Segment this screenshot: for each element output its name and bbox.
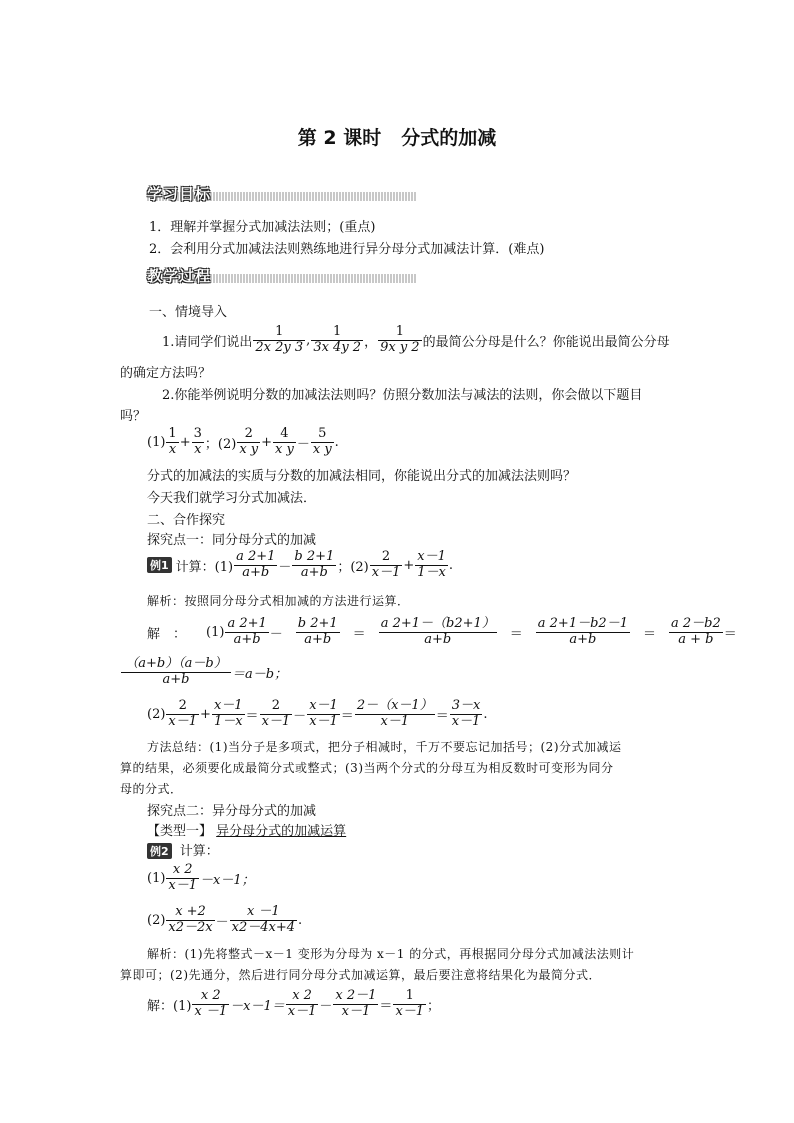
- fraction: $\frac{2}{\text{x y}}$: [239, 425, 259, 457]
- fraction: $\frac{1}{x-1}$: [395, 987, 425, 1019]
- fraction: $\frac{a 2+1-b2-1}{a+b}$: [537, 615, 628, 647]
- goal-2: 2．会利用分式加减法法则熟练地进行异分母分式加减法计算．(难点): [149, 242, 545, 257]
- analysis-2-line1: 解析：(1)先将整式－x－1 变形为分母为 x－1 的分式，再根据同分母分式加减法法则计: [147, 947, 635, 961]
- intro-line-b: 今天我们就学习分式加减法．: [147, 491, 317, 506]
- example-1: 例1 计算：(1) $\frac{a 2+1}{a+b}$ － $\frac{b 2+1}{a+b}$ ；(2) $\frac{2}{x-1}$ + $\frac{x-1}{1-x}$ .: [147, 545, 453, 585]
- fraction: $\frac{a 2+1}{a+b}$: [236, 548, 276, 580]
- analysis-2-line2: 算即可；(2)先通分，然后进行同分母分式加减运算，最后要注意将结果化为最简分式．: [120, 968, 602, 982]
- explore-point1: 探究点一：同分母分式的加减: [147, 533, 317, 548]
- fraction: $\frac{(a+b)(a-b)}{a+b}$: [121, 657, 231, 688]
- example-2-part1: (1) $\frac{x 2}{x-1}$ －x－1；: [147, 861, 255, 893]
- solution-1-part2: (2) $\frac{2}{x-1}$ + $\frac{x-1}{1-x}$ ＝ $\frac{2}{x-1}$ － $\frac{x-1}{x-1}$ ＝ $\frac{2-(x-1)}{x-1}$ ＝ $\frac{3-x}{x-1}$ .: [147, 697, 488, 729]
- fraction: $\frac{4}{\text{x y}}$: [275, 425, 294, 457]
- intro-line-a: 分式的加减法的实质与分数的加减法相同，你能说出分式的加减法法则吗？: [147, 469, 577, 484]
- type-1-title: 异分母分式的加减运算: [216, 824, 347, 839]
- fraction: $\frac{a 2-b2}{a + b}$: [670, 615, 721, 647]
- example-1-tag: 例1: [147, 557, 172, 573]
- fraction: $\frac{x 2}{x -1}$: [194, 987, 228, 1019]
- fraction: $\frac{1}{x}$: [168, 425, 177, 457]
- section-goals: [147, 183, 417, 205]
- fraction: $\frac{1}{\text{9x y 2}}$: [380, 323, 420, 355]
- q1-line2: 的确定方法吗？: [120, 366, 212, 381]
- fraction: $\frac{x 2}{x-1}$: [287, 987, 317, 1019]
- fraction: $\frac{x 2-1}{x-1}$: [335, 987, 377, 1019]
- fraction: $\frac{5}{\text{x y}}$: [312, 425, 332, 457]
- analysis-1: 解析：按照同分母分式相加减的方法进行运算．: [147, 594, 410, 608]
- solution-2-part1: 解：(1) $\frac{x 2}{x -1}$ －x－1＝ $\frac{x 2}{x-1}$ － $\frac{x 2-1}{x-1}$ ＝ $\frac{1}{x-1}$ ；: [147, 987, 441, 1019]
- q2-line1: 2.你能举例说明分数的加减法法则吗？仿照分数加法与减法的法则，你会做以下题目: [162, 388, 643, 403]
- section-goals-label: 学习目标: [147, 185, 212, 203]
- goal-1: 1．理解并掌握分式加减法法则；(重点): [149, 220, 376, 235]
- fraction: $\frac{1}{3x 4y 2}$: [313, 323, 362, 355]
- fraction: $\frac{x-1}{1-x}$: [417, 548, 446, 580]
- q2-line2: 吗？: [120, 409, 147, 424]
- fraction: $\frac{2-(x-1)}{x-1}$: [356, 697, 433, 729]
- example-2-part2: (2) $\frac{x +2}{x2-2x}$ － $\frac{x -1}{x2-4x+4}$ .: [147, 903, 303, 935]
- example-2-tag: 例2: [147, 843, 172, 859]
- q1-text-pre: 1.请同学们说出: [162, 334, 253, 350]
- fraction: $\frac{b 2+1}{a+b}$: [297, 615, 338, 647]
- page-title: [0, 123, 794, 150]
- method-summary-2: 算的结果，必须要化成最简分式或整式；(3)当两个分式的分母互为相反数时可变形为同分: [120, 761, 614, 775]
- fraction: $\frac{2}{x-1}$: [261, 697, 291, 729]
- fraction: $\frac{a 2+1}{a+b}$: [227, 615, 267, 647]
- fraction: $\frac{3}{x}$: [193, 425, 202, 457]
- fraction: $\frac{x-1}{1-x}$: [213, 697, 243, 729]
- method-summary-3: 母的分式．: [120, 782, 183, 796]
- fraction: $\frac{a 2+1-(b2+1)}{a+b}$: [380, 615, 495, 647]
- intro-q1: 1.请同学们说出 $\frac{1}{2x 2y 3}$ , $\frac{1}{3x 4y 2}$ ， $\frac{1}{\text{9x y 2}}$ 的最简公分母是什么？你能说出最简公分母: [162, 323, 670, 355]
- fraction: $\frac{x 2}{x-1}$: [168, 861, 198, 893]
- fraction: $\frac{b 2+1}{a+b}$: [294, 548, 335, 580]
- solution-1-line2: $\frac{(a+b)(a-b)}{a+b}$ ＝a－b；: [120, 652, 287, 692]
- fraction: $\frac{x -1}{x2-4x+4}$: [231, 903, 296, 935]
- example-2: 例2 计算：: [147, 840, 219, 859]
- fraction: $\frac{3-x}{x-1}$: [451, 697, 481, 729]
- solution-1-line1: 解 ： (1) $\frac{a 2+1}{a+b}$ － $\frac{b 2+1}{a+b}$ ＝ $\frac{a 2+1-(b2+1)}{a+b}$ ＝ $\frac{a 2+1-b2-1}{a+b}$ ＝ $\frac{a 2-b2}{a + b}$ ＝: [147, 615, 737, 647]
- fraction: $\frac{x +2}{x2-2x}$: [168, 903, 213, 935]
- intro-heading: 一、情境导入: [149, 305, 228, 320]
- fraction: $\frac{x-1}{x-1}$: [309, 697, 338, 729]
- section-process: [147, 265, 417, 287]
- q1-text-post: 的最简公分母是什么？你能说出最简公分母: [422, 334, 670, 350]
- fraction: $\frac{2}{x-1}$: [168, 697, 198, 729]
- fraction: $\frac{1}{2x 2y 3}$: [255, 323, 304, 355]
- explore-heading: 二、合作探究: [147, 513, 226, 528]
- method-summary-1: 方法总结：(1)当分子是多项式，把分子相减时，千万不要忘记加括号；(2)分式加减运: [147, 740, 622, 754]
- explore-point2: 探究点二：异分母分式的加减: [147, 804, 317, 819]
- section-process-label: 教学过程: [147, 267, 212, 285]
- type-1-heading: 【类型一】 异分母分式的加减运算: [147, 824, 347, 839]
- intro-problems: (1) $\frac{1}{x}$ + $\frac{3}{x}$ ；(2) $\frac{2}{\text{x y}}$ + $\frac{4}{\text{x y}}$ － $\frac{5}{\text{x y}}$ .: [147, 425, 339, 457]
- title-lesson: 第 2 课时: [297, 127, 382, 149]
- title-topic: 分式的加减: [401, 127, 497, 149]
- fraction: $\frac{2}{x-1}$: [371, 548, 401, 580]
